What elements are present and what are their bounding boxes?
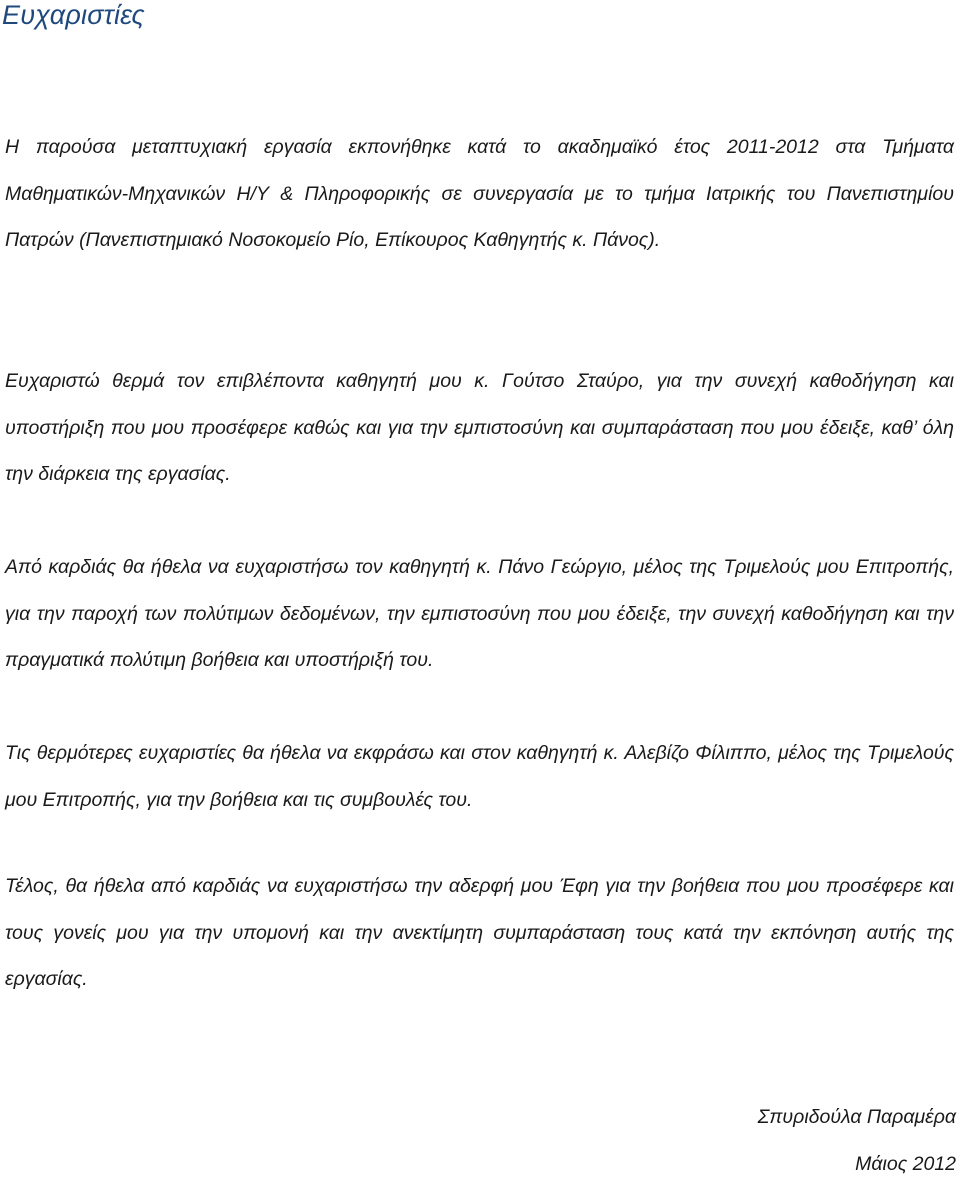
paragraph-family-thanks: Τέλος, θα ήθελα από καρδιάς να ευχαριστήσω την αδερφή μου Έφη για την βοήθεια που μου προσέφερε και τους γονείς μου για την υπομονή και την ανεκτίμητη συμπαράσταση τους κατά την εκπόνηση αυτής της εργασίας. [5,875,954,990]
signature-date: Μάιος 2012 [855,1153,956,1175]
paragraph-second-committee-thanks: Τις θερμότερες ευχαριστίες θα ήθελα να εκφράσω και στον καθηγητή κ. Αλεβίζο Φίλιππο, μέλος της Τριμελούς μου Επιτροπής, για την βοήθεια και τις συμβουλές του. [5,742,954,811]
paragraph-intro: Η παρούσα μεταπτυχιακή εργασία εκπονήθηκε κατά το ακαδημαϊκό έτος 2011-2012 στα Τμήματα Μαθηματικών-Μηχανικών Η/Υ & Πληροφορικής σε συνεργασία με το τμήμα Ιατρικής του Πανεπιστημίου Πατρών (Πανεπιστημιακό Νοσοκομείο Ρίο, Επίκουρος Καθηγητής κ. Πάνος). [5,136,954,251]
page-title: Ευχαριστίες [2,0,145,30]
paragraph-committee-member-thanks: Από καρδιάς θα ήθελα να ευχαριστήσω τον καθηγητή κ. Πάνο Γεώργιο, μέλος της Τριμελούς μου Επιτροπής, για την παροχή των πολύτιμων δεδομένων, την εμπιστοσύνη που μου έδειξε, την συνεχή καθοδήγηση και την πραγματικά πολύτιμη βοήθεια και υποστήριξή του. [5,556,954,671]
signature-name: Σπυριδούλα Παραμέρα [757,1106,956,1128]
paragraph-supervisor-thanks: Ευχαριστώ θερμά τον επιβλέποντα καθηγητή μου κ. Γούτσο Σταύρο, για την συνεχή καθοδήγηση και υποστήριξη που μου προσέφερε καθώς και για την εμπιστοσύνη και συμπαράσταση που μου έδειξε, καθ’ όλη την διάρκεια της εργασίας. [5,370,954,485]
